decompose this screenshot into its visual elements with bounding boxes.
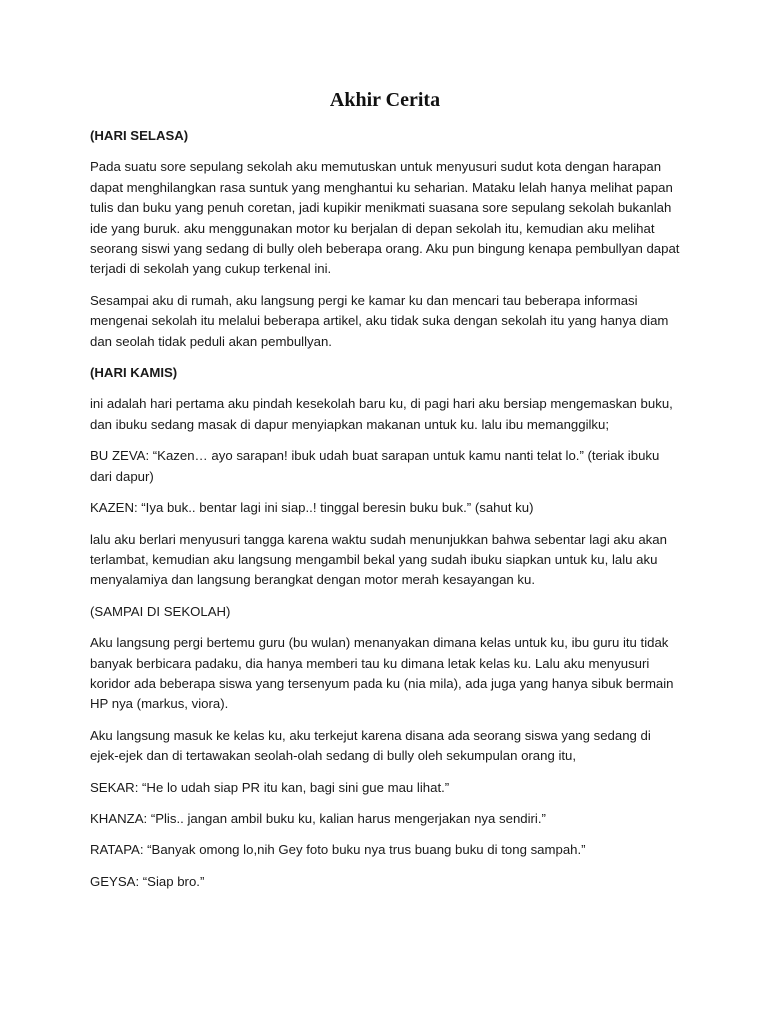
paragraph: Aku langsung pergi bertemu guru (bu wulan) menanyakan dimana kelas untuk ku, ibu guru itu tidak banyak berbicara padaku, dia hanya memberi tau ku dimana letak kelas ku. Lalu aku menyusuri koridor ada beberapa siswa yang tersenyum pada ku (nia mila), ada juga yang hanya sibuk bermain HP nya (markus, viora). (90, 635, 674, 712)
paragraph: Sesampai aku di rumah, aku langsung pergi ke kamar ku dan mencari tau beberapa informasi mengenai sekolah itu melalui beberapa artikel, aku tidak suka dengan sekolah itu yang hanya diam dan seolah tidak peduli akan pembullyan. (90, 292, 669, 349)
paragraph: ini adalah hari pertama aku pindah kesekolah baru ku, di pagi hari aku bersiap mengemaskan buku, dan ibuku sedang masak di dapur menyiapkan makanan untuk ku. lalu ibu memanggilku; (90, 396, 673, 432)
dialogue-line: RATAPA: “Banyak omong lo,nih Gey foto buku nya trus buang buku di tong sampah.” (90, 842, 586, 858)
section-heading: (HARI KAMIS) (90, 365, 178, 381)
paragraph: lalu aku berlari menyusuri tangga karena waktu sudah menunjukkan bahwa sebentar lagi aku akan terlambat, kemudian aku langsung mengambil bekal yang sudah ibuku siapkan untuk ku, lalu aku menyalamiya dan langsung berangkat dengan motor merah kesayangan ku. (90, 531, 667, 588)
paragraph: Pada suatu sore sepulang sekolah aku memutuskan untuk menyusuri sudut kota dengan harapan dapat menghilangkan rasa suntuk yang menghantui ku seharian. Mataku lelah hanya melihat papan tulis dan buku yang penuh coretan, jadi kupikir menikmati suasana sore sepulang sekolah bukanlah ide yang buruk. aku menggunakan motor ku berjalan di depan sekolah itu, kemudian aku melihat seorang siswi yang sedang di bully oleh beberapa orang. Aku pun bingung kenapa pembullyan dapat terjadi di sekolah yang cukup terkenal ini. (90, 159, 680, 277)
dialogue-line: SEKAR: “He lo udah siap PR itu kan, bagi sini gue mau lihat.” (90, 779, 450, 795)
dialogue-line: KAZEN: “Iya buk.. bentar lagi ini siap..! tinggal beresin buku buk.” (sahut ku) (90, 500, 534, 516)
document-page (90, 88, 680, 903)
paragraph: Aku langsung masuk ke kelas ku, aku terkejut karena disana ada seorang siswa yang sedang di ejek-ejek dan di tertawakan seolah-olah sedang di bully oleh sekumpulan orang itu, (90, 727, 651, 764)
document-title: Akhir Cerita (329, 89, 441, 111)
dialogue-line: GEYSA: “Siap bro.” (90, 873, 205, 889)
section-marker: (SAMPAI DI SEKOLAH) (90, 603, 231, 619)
dialogue-line: BU ZEVA: “Kazen… ayo sarapan! ibuk udah buat sarapan untuk kamu nanti telat lo.” (teriak ibuku dari dapur) (90, 448, 660, 484)
section-heading: (HARI SELASA) (90, 128, 189, 143)
dialogue-line: KHANZA: “Plis.. jangan ambil buku ku, kalian harus mengerjakan nya sendiri.” (90, 810, 546, 826)
